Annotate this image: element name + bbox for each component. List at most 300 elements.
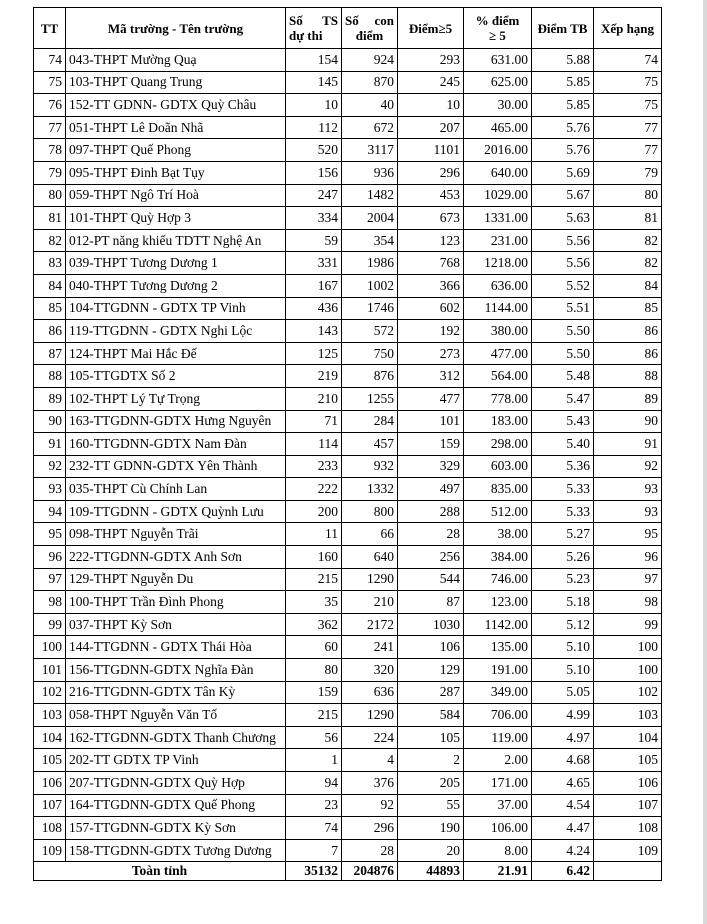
- table-row: [34, 297, 662, 320]
- cell-above5: 477: [398, 387, 464, 410]
- header-rank: Xếp hạng: [594, 8, 662, 49]
- header-scores: [342, 8, 398, 49]
- cell-candidates: 94: [286, 772, 342, 795]
- cell-pct: 1331.00: [464, 207, 532, 230]
- cell-above5: 2: [398, 749, 464, 772]
- cell-above5: 20: [398, 839, 464, 862]
- cell-rank: 102: [594, 681, 662, 704]
- cell-pct: 778.00: [464, 387, 532, 410]
- cell-rank: 106: [594, 772, 662, 795]
- cell-above5: 129: [398, 659, 464, 682]
- cell-avg: 5.33: [532, 500, 594, 523]
- cell-tt: 102: [34, 681, 66, 704]
- cell-pct: 37.00: [464, 794, 532, 817]
- cell-rank: 77: [594, 116, 662, 139]
- cell-pct: 1029.00: [464, 184, 532, 207]
- cell-tt: 74: [34, 49, 66, 72]
- cell-pct: 640.00: [464, 161, 532, 184]
- cell-tt: 88: [34, 365, 66, 388]
- cell-above5: 159: [398, 433, 464, 456]
- cell-pct: 183.00: [464, 410, 532, 433]
- cell-scores: 750: [342, 342, 398, 365]
- cell-candidates: 154: [286, 49, 342, 72]
- cell-tt: 84: [34, 274, 66, 297]
- cell-rank: 100: [594, 636, 662, 659]
- cell-school: 152-TT GDNN- GDTX Quỳ Châu: [66, 94, 286, 117]
- table-row: [34, 71, 662, 94]
- cell-pct: 123.00: [464, 591, 532, 614]
- cell-pct: 298.00: [464, 433, 532, 456]
- cell-pct: 603.00: [464, 455, 532, 478]
- cell-above5: 123: [398, 229, 464, 252]
- cell-tt: 96: [34, 546, 66, 569]
- cell-pct: 384.00: [464, 546, 532, 569]
- results-table: [33, 7, 662, 881]
- cell-scores: 376: [342, 772, 398, 795]
- cell-school: 124-THPT Mai Hắc Đế: [66, 342, 286, 365]
- table-row: [34, 274, 662, 297]
- table-row: [34, 817, 662, 840]
- cell-school: 157-TTGDNN-GDTX Kỳ Sơn: [66, 817, 286, 840]
- total-candidates: 35132: [286, 862, 342, 881]
- cell-above5: 1101: [398, 139, 464, 162]
- cell-candidates: 35: [286, 591, 342, 614]
- cell-rank: 107: [594, 794, 662, 817]
- cell-candidates: 74: [286, 817, 342, 840]
- cell-avg: 5.05: [532, 681, 594, 704]
- cell-rank: 86: [594, 320, 662, 343]
- cell-scores: 2172: [342, 613, 398, 636]
- cell-above5: 190: [398, 817, 464, 840]
- cell-tt: 101: [34, 659, 66, 682]
- cell-avg: 4.97: [532, 726, 594, 749]
- cell-candidates: 222: [286, 478, 342, 501]
- cell-pct: 106.00: [464, 817, 532, 840]
- cell-candidates: 436: [286, 297, 342, 320]
- cell-tt: 92: [34, 455, 66, 478]
- cell-pct: 349.00: [464, 681, 532, 704]
- cell-rank: 79: [594, 161, 662, 184]
- cell-tt: 77: [34, 116, 66, 139]
- cell-tt: 99: [34, 613, 66, 636]
- cell-above5: 768: [398, 252, 464, 275]
- cell-candidates: 1: [286, 749, 342, 772]
- cell-scores: 1255: [342, 387, 398, 410]
- table-row: [34, 613, 662, 636]
- cell-pct: 135.00: [464, 636, 532, 659]
- header-pct: [464, 8, 532, 49]
- cell-school: 104-TTGDNN - GDTX TP Vinh: [66, 297, 286, 320]
- table-row: [34, 161, 662, 184]
- table-row: [34, 184, 662, 207]
- cell-candidates: 159: [286, 681, 342, 704]
- cell-scores: 640: [342, 546, 398, 569]
- cell-scores: 28: [342, 839, 398, 862]
- cell-candidates: 114: [286, 433, 342, 456]
- cell-pct: 191.00: [464, 659, 532, 682]
- cell-above5: 10: [398, 94, 464, 117]
- cell-avg: 5.40: [532, 433, 594, 456]
- table-row: [34, 139, 662, 162]
- total-pct: 21.91: [464, 862, 532, 881]
- table-row: [34, 252, 662, 275]
- cell-rank: 82: [594, 229, 662, 252]
- cell-avg: 4.54: [532, 794, 594, 817]
- cell-candidates: 200: [286, 500, 342, 523]
- cell-school: 216-TTGDNN-GDTX Tân Kỳ: [66, 681, 286, 704]
- cell-rank: 85: [594, 297, 662, 320]
- cell-candidates: 219: [286, 365, 342, 388]
- cell-rank: 74: [594, 49, 662, 72]
- cell-above5: 101: [398, 410, 464, 433]
- cell-school: 158-TTGDNN-GDTX Tương Dương: [66, 839, 286, 862]
- cell-pct: 2016.00: [464, 139, 532, 162]
- cell-school: 163-TTGDNN-GDTX Hưng Nguyên: [66, 410, 286, 433]
- cell-rank: 91: [594, 433, 662, 456]
- cell-avg: 4.65: [532, 772, 594, 795]
- cell-rank: 88: [594, 365, 662, 388]
- cell-avg: 5.26: [532, 546, 594, 569]
- cell-school: 040-THPT Tương Dương 2: [66, 274, 286, 297]
- cell-candidates: 7: [286, 839, 342, 862]
- cell-school: 101-THPT Quỳ Hợp 3: [66, 207, 286, 230]
- cell-pct: 564.00: [464, 365, 532, 388]
- cell-avg: 5.56: [532, 252, 594, 275]
- cell-scores: 572: [342, 320, 398, 343]
- cell-tt: 83: [34, 252, 66, 275]
- cell-candidates: 11: [286, 523, 342, 546]
- table-row: [34, 207, 662, 230]
- cell-tt: 108: [34, 817, 66, 840]
- cell-tt: 85: [34, 297, 66, 320]
- cell-candidates: 215: [286, 704, 342, 727]
- header-candidates-line2: dự thi: [289, 28, 323, 43]
- table-row: [34, 365, 662, 388]
- cell-tt: 76: [34, 94, 66, 117]
- cell-above5: 312: [398, 365, 464, 388]
- cell-school: 012-PT năng khiếu TDTT Nghệ An: [66, 229, 286, 252]
- table-body: [34, 49, 662, 862]
- table-row: [34, 229, 662, 252]
- cell-avg: 5.85: [532, 71, 594, 94]
- cell-pct: 38.00: [464, 523, 532, 546]
- cell-candidates: 362: [286, 613, 342, 636]
- cell-scores: 672: [342, 116, 398, 139]
- cell-above5: 207: [398, 116, 464, 139]
- cell-candidates: 233: [286, 455, 342, 478]
- cell-avg: 5.69: [532, 161, 594, 184]
- cell-tt: 93: [34, 478, 66, 501]
- total-label: Toàn tỉnh: [34, 862, 286, 881]
- cell-avg: 4.99: [532, 704, 594, 727]
- cell-tt: 95: [34, 523, 66, 546]
- cell-scores: 1986: [342, 252, 398, 275]
- cell-pct: 465.00: [464, 116, 532, 139]
- cell-pct: 835.00: [464, 478, 532, 501]
- cell-rank: 82: [594, 252, 662, 275]
- cell-scores: 296: [342, 817, 398, 840]
- header-pct-line2: ≥ 5: [489, 28, 506, 43]
- cell-above5: 584: [398, 704, 464, 727]
- table-row: [34, 749, 662, 772]
- cell-above5: 296: [398, 161, 464, 184]
- cell-pct: 171.00: [464, 772, 532, 795]
- header-avg: Điểm TB: [532, 8, 594, 49]
- cell-above5: 497: [398, 478, 464, 501]
- header-scores-line2: điểm: [355, 28, 384, 43]
- cell-rank: 80: [594, 184, 662, 207]
- cell-scores: 40: [342, 94, 398, 117]
- cell-candidates: 112: [286, 116, 342, 139]
- cell-above5: 1030: [398, 613, 464, 636]
- cell-candidates: 160: [286, 546, 342, 569]
- cell-above5: 544: [398, 568, 464, 591]
- cell-rank: 81: [594, 207, 662, 230]
- cell-tt: 91: [34, 433, 66, 456]
- cell-pct: 231.00: [464, 229, 532, 252]
- cell-school: 037-THPT Kỳ Sơn: [66, 613, 286, 636]
- cell-avg: 5.12: [532, 613, 594, 636]
- table-row: [34, 478, 662, 501]
- cell-tt: 75: [34, 71, 66, 94]
- cell-above5: 55: [398, 794, 464, 817]
- cell-avg: 5.88: [532, 49, 594, 72]
- table-row: [34, 704, 662, 727]
- cell-pct: 477.00: [464, 342, 532, 365]
- cell-tt: 100: [34, 636, 66, 659]
- cell-rank: 109: [594, 839, 662, 862]
- cell-pct: 380.00: [464, 320, 532, 343]
- cell-avg: 5.76: [532, 139, 594, 162]
- cell-candidates: 331: [286, 252, 342, 275]
- cell-school: 156-TTGDNN-GDTX Nghĩa Đàn: [66, 659, 286, 682]
- cell-above5: 192: [398, 320, 464, 343]
- cell-above5: 329: [398, 455, 464, 478]
- cell-candidates: 23: [286, 794, 342, 817]
- cell-scores: 936: [342, 161, 398, 184]
- cell-avg: 5.36: [532, 455, 594, 478]
- cell-avg: 5.23: [532, 568, 594, 591]
- cell-scores: 210: [342, 591, 398, 614]
- cell-rank: 99: [594, 613, 662, 636]
- cell-avg: 5.18: [532, 591, 594, 614]
- cell-avg: 4.68: [532, 749, 594, 772]
- cell-rank: 75: [594, 94, 662, 117]
- cell-rank: 84: [594, 274, 662, 297]
- cell-tt: 105: [34, 749, 66, 772]
- total-scores: 204876: [342, 862, 398, 881]
- cell-pct: 8.00: [464, 839, 532, 862]
- cell-rank: 97: [594, 568, 662, 591]
- table-row: [34, 794, 662, 817]
- page-edge-shadow: [703, 0, 707, 924]
- cell-tt: 104: [34, 726, 66, 749]
- cell-pct: 2.00: [464, 749, 532, 772]
- cell-scores: 924: [342, 49, 398, 72]
- cell-candidates: 520: [286, 139, 342, 162]
- cell-tt: 90: [34, 410, 66, 433]
- cell-rank: 89: [594, 387, 662, 410]
- cell-school: 222-TTGDNN-GDTX Anh Sơn: [66, 546, 286, 569]
- table-row: [34, 772, 662, 795]
- cell-above5: 256: [398, 546, 464, 569]
- cell-scores: 1332: [342, 478, 398, 501]
- cell-rank: 90: [594, 410, 662, 433]
- cell-scores: 284: [342, 410, 398, 433]
- cell-candidates: 59: [286, 229, 342, 252]
- cell-scores: 1002: [342, 274, 398, 297]
- cell-pct: 1218.00: [464, 252, 532, 275]
- cell-above5: 287: [398, 681, 464, 704]
- cell-above5: 366: [398, 274, 464, 297]
- cell-tt: 98: [34, 591, 66, 614]
- cell-scores: 3117: [342, 139, 398, 162]
- cell-school: 202-TT GDTX TP Vinh: [66, 749, 286, 772]
- cell-scores: 66: [342, 523, 398, 546]
- cell-rank: 103: [594, 704, 662, 727]
- total-row: [34, 862, 662, 881]
- cell-school: 144-TTGDNN - GDTX Thái Hòa: [66, 636, 286, 659]
- cell-tt: 97: [34, 568, 66, 591]
- cell-rank: 104: [594, 726, 662, 749]
- cell-tt: 89: [34, 387, 66, 410]
- table-row: [34, 546, 662, 569]
- table-footer: [34, 862, 662, 881]
- table-row: [34, 839, 662, 862]
- cell-scores: 636: [342, 681, 398, 704]
- cell-scores: 241: [342, 636, 398, 659]
- cell-school: 039-THPT Tương Dương 1: [66, 252, 286, 275]
- cell-school: 097-THPT Quế Phong: [66, 139, 286, 162]
- cell-scores: 457: [342, 433, 398, 456]
- cell-avg: 4.24: [532, 839, 594, 862]
- table-row: [34, 433, 662, 456]
- cell-above5: 673: [398, 207, 464, 230]
- cell-scores: 800: [342, 500, 398, 523]
- cell-candidates: 156: [286, 161, 342, 184]
- table-row: [34, 500, 662, 523]
- cell-candidates: 143: [286, 320, 342, 343]
- table-row: [34, 410, 662, 433]
- cell-rank: 93: [594, 500, 662, 523]
- cell-scores: 932: [342, 455, 398, 478]
- cell-above5: 245: [398, 71, 464, 94]
- cell-above5: 205: [398, 772, 464, 795]
- cell-pct: 30.00: [464, 94, 532, 117]
- cell-scores: 876: [342, 365, 398, 388]
- cell-scores: 1746: [342, 297, 398, 320]
- cell-pct: 631.00: [464, 49, 532, 72]
- cell-avg: 4.47: [532, 817, 594, 840]
- header-above5: Điểm≥5: [398, 8, 464, 49]
- cell-tt: 103: [34, 704, 66, 727]
- cell-school: 059-THPT Ngô Trí Hoà: [66, 184, 286, 207]
- cell-avg: 5.85: [532, 94, 594, 117]
- cell-school: 103-THPT Quang Trung: [66, 71, 286, 94]
- cell-pct: 625.00: [464, 71, 532, 94]
- cell-scores: 224: [342, 726, 398, 749]
- cell-tt: 80: [34, 184, 66, 207]
- cell-tt: 81: [34, 207, 66, 230]
- cell-scores: 2004: [342, 207, 398, 230]
- cell-pct: 706.00: [464, 704, 532, 727]
- cell-tt: 78: [34, 139, 66, 162]
- cell-rank: 108: [594, 817, 662, 840]
- cell-avg: 5.52: [532, 274, 594, 297]
- cell-candidates: 56: [286, 726, 342, 749]
- cell-candidates: 247: [286, 184, 342, 207]
- cell-rank: 98: [594, 591, 662, 614]
- cell-school: 164-TTGDNN-GDTX Quế Phong: [66, 794, 286, 817]
- total-above5: 44893: [398, 862, 464, 881]
- header-tt: TT: [34, 8, 66, 49]
- cell-tt: 82: [34, 229, 66, 252]
- cell-above5: 288: [398, 500, 464, 523]
- total-avg: 6.42: [532, 862, 594, 881]
- cell-avg: 5.67: [532, 184, 594, 207]
- cell-scores: 1290: [342, 568, 398, 591]
- cell-avg: 5.56: [532, 229, 594, 252]
- cell-pct: 746.00: [464, 568, 532, 591]
- table-row: [34, 320, 662, 343]
- cell-candidates: 334: [286, 207, 342, 230]
- table-row: [34, 342, 662, 365]
- header-school: Mã trường - Tên trường: [66, 8, 286, 49]
- cell-above5: 106: [398, 636, 464, 659]
- cell-above5: 87: [398, 591, 464, 614]
- cell-above5: 273: [398, 342, 464, 365]
- cell-tt: 86: [34, 320, 66, 343]
- cell-rank: 100: [594, 659, 662, 682]
- cell-school: 043-THPT Mường Quạ: [66, 49, 286, 72]
- cell-rank: 92: [594, 455, 662, 478]
- cell-scores: 1290: [342, 704, 398, 727]
- cell-above5: 453: [398, 184, 464, 207]
- cell-avg: 5.10: [532, 659, 594, 682]
- table-row: [34, 636, 662, 659]
- cell-candidates: 80: [286, 659, 342, 682]
- header-candidates: [286, 8, 342, 49]
- cell-candidates: 10: [286, 94, 342, 117]
- cell-school: 160-TTGDNN-GDTX Nam Đàn: [66, 433, 286, 456]
- cell-scores: 870: [342, 71, 398, 94]
- cell-tt: 109: [34, 839, 66, 862]
- header-scores-line1: Số con: [345, 13, 394, 28]
- cell-candidates: 125: [286, 342, 342, 365]
- header-candidates-line1: Số TS: [289, 13, 338, 28]
- cell-pct: 1144.00: [464, 297, 532, 320]
- cell-avg: 5.51: [532, 297, 594, 320]
- cell-rank: 86: [594, 342, 662, 365]
- cell-candidates: 167: [286, 274, 342, 297]
- cell-tt: 79: [34, 161, 66, 184]
- cell-tt: 87: [34, 342, 66, 365]
- cell-avg: 5.76: [532, 116, 594, 139]
- cell-school: 109-TTGDNN - GDTX Quỳnh Lưu: [66, 500, 286, 523]
- cell-avg: 5.63: [532, 207, 594, 230]
- table-row: [34, 523, 662, 546]
- cell-school: 035-THPT Cù Chính Lan: [66, 478, 286, 501]
- cell-rank: 93: [594, 478, 662, 501]
- table-header: [34, 8, 662, 49]
- cell-avg: 5.48: [532, 365, 594, 388]
- cell-pct: 1142.00: [464, 613, 532, 636]
- cell-school: 095-THPT Đinh Bạt Tụy: [66, 161, 286, 184]
- cell-avg: 5.27: [532, 523, 594, 546]
- cell-pct: 119.00: [464, 726, 532, 749]
- cell-school: 098-THPT Nguyễn Trãi: [66, 523, 286, 546]
- cell-avg: 5.43: [532, 410, 594, 433]
